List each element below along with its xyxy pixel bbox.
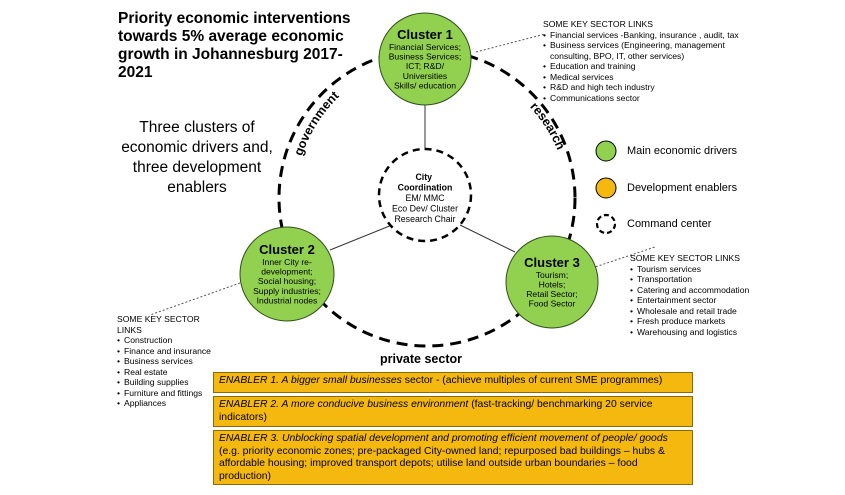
spoke-cluster2 (330, 225, 392, 250)
enabler-3-detail: (e.g. priority economic zones; pre-packaged City-owned land; repurposed bad buildings – hubs & affordable housing; improved transport depots; utilise land outside urban boundaries – food production) (219, 445, 665, 482)
ring-label-research: research (527, 99, 568, 152)
cluster-sector-line: Inner City re- (262, 257, 312, 267)
sector-link-item: • Warehousing and logistics (630, 327, 755, 338)
enabler-2-detail: (fast-tracking/ benchmarking 20 service indicators) (219, 399, 653, 423)
cluster-sector-line: Skills/ education (393, 80, 457, 91)
cluster3-title: Cluster 3 (524, 254, 580, 270)
sector-link-item: • Wholesale and retail trade (630, 306, 755, 317)
enabler-3-lead: ENABLER 3. Unblocking spatial development and promoting efficient movement of people/ goods (219, 433, 668, 444)
sector-link-item: • Furniture and fittings (117, 388, 217, 399)
legend-orange-circle-icon (596, 178, 616, 198)
sector-link-item: • Business services (117, 356, 217, 367)
sector-link-item: • R&D and high tech industry (543, 82, 758, 93)
cluster-sector-line: Industrial nodes (256, 295, 318, 306)
sector-link-item: • Financial services -Banking, insurance , audit, tax (543, 30, 758, 41)
enabler-2-lead: ENABLER 2. A more conducive business environment (219, 399, 469, 410)
sector-link-item: • Finance and insurance (117, 346, 217, 357)
leader-line-cluster2 (150, 283, 240, 315)
sector-link-item: • Business services (Engineering, management consulting, BPO, IT, other services) (543, 40, 758, 61)
sector-link-item: • Medical services (543, 72, 758, 83)
center-line: Eco Dev/ Cluster (392, 203, 458, 214)
cluster-sector-line: Financial Services; (388, 42, 462, 52)
legend-dashed-circle-icon (597, 215, 615, 233)
sector-links-heading: SOME KEY SECTOR LINKS (117, 314, 200, 335)
cluster-sector-line: Food Sector (528, 298, 576, 309)
center-line: Research Chair (394, 214, 456, 224)
legend-label-main-drivers: Main economic drivers (627, 145, 738, 157)
sector-links-list (543, 30, 758, 104)
sector-link-item: • Education and training (543, 61, 758, 72)
sector-link-item: • Appliances (117, 398, 217, 409)
legend-green-circle-icon (596, 141, 616, 161)
cluster-sector-line: ICT; R&D/ (405, 61, 445, 72)
sector-link-item: • Fresh produce markets (630, 316, 755, 327)
sector-link-item: • Building supplies (117, 377, 217, 388)
cluster-sector-line: Retail Sector; (526, 289, 578, 299)
legend-label-command-center: Command center (627, 218, 712, 230)
sector-links-cluster3 (630, 253, 755, 337)
enabler-2-box (213, 396, 693, 427)
cluster-sector-line: Social housing; (257, 276, 317, 287)
sector-links-list (630, 264, 755, 338)
sector-links-list (117, 335, 217, 409)
sector-links-heading: SOME KEY SECTOR LINKS (630, 253, 741, 263)
sector-link-item: • Transportation (630, 274, 755, 285)
enabler-1-detail: sector - (achieve multiples of current SME programmes) (401, 375, 663, 386)
center-line: EM/ MMC (405, 193, 445, 203)
sector-link-item: • Communications sector (543, 93, 758, 104)
cluster2-title: Cluster 2 (259, 242, 315, 257)
page-title: Priority economic interventions towards 5% average economic growth in Johannesburg 2017-2021 (118, 10, 351, 81)
sector-link-item: • Entertainment sector (630, 295, 755, 306)
center-title: City Coordination (397, 172, 453, 193)
cluster-sector-line: Hotels; (538, 279, 566, 290)
sector-link-item: • Real estate (117, 367, 217, 378)
sector-link-item: • Catering and accommodation (630, 285, 755, 296)
sector-links-cluster2 (117, 314, 217, 409)
cluster-sector-line: Tourism; (535, 269, 569, 280)
ring-label-government: government (291, 88, 342, 158)
sector-link-item: • Tourism services (630, 264, 755, 275)
legend-label-enablers: Development enablers (627, 182, 738, 194)
cluster2-sectors (253, 257, 321, 305)
cluster-sector-line: development; (261, 266, 313, 277)
cluster-sector-line: Business Services; (388, 51, 462, 62)
spoke-cluster3 (460, 225, 515, 252)
sector-links-heading: SOME KEY SECTOR LINKS (543, 19, 654, 29)
cluster-sector-line: Supply industries; (253, 285, 321, 296)
sector-links-cluster1 (543, 19, 758, 103)
cluster-sector-line: Universities (402, 70, 448, 81)
cluster1-title: Cluster 1 (397, 27, 453, 42)
enabler-3-box (213, 430, 693, 485)
ring-label-private-sector: private sector (380, 352, 462, 366)
sector-link-item: • Construction (117, 335, 217, 346)
enabler-1-box (213, 372, 693, 393)
subtitle: Three clusters of economic drivers and, three development enablers (121, 119, 273, 196)
enabler-1-lead: ENABLER 1. A bigger small businesses (219, 375, 402, 386)
leader-line-cluster1 (476, 34, 545, 52)
